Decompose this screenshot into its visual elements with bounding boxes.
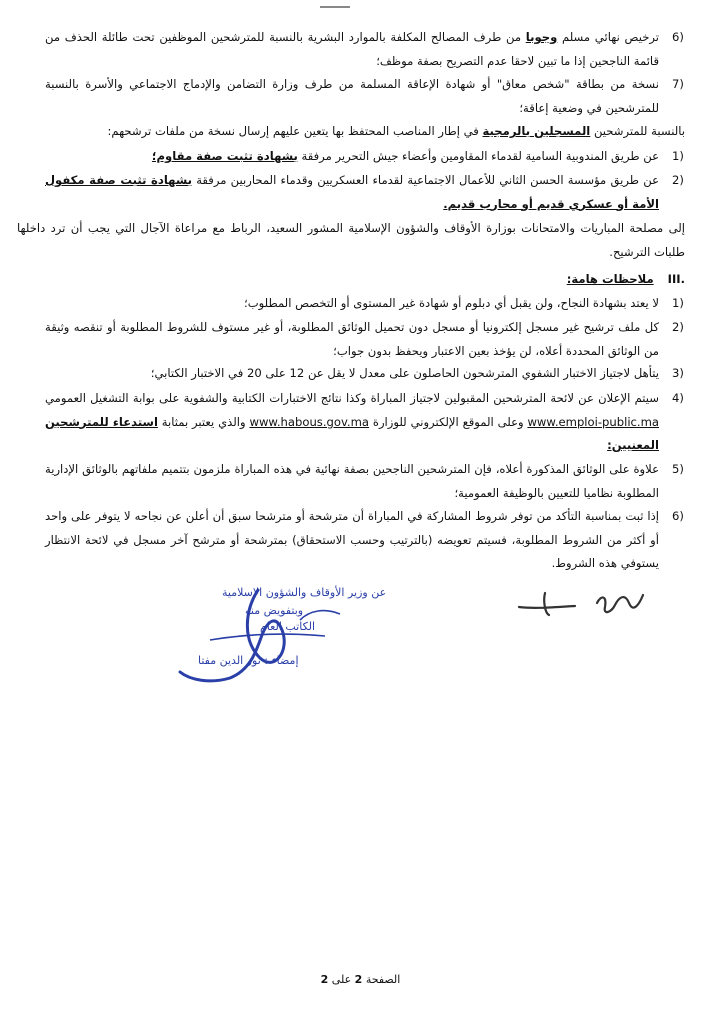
emphasis-summons: استدعاء للمترشحين المعنيين: (45, 414, 659, 452)
item-text: علاوة على الوثائق المذكورة أعلاه، فإن المترشحين الناجحين بصفة نهائية في هذه المباراة ملزمون بتتميم ملفاتهم بالوثائق الإدارية المطلوبة نظاميا للتعيين بالوظيفة العمومية؛ (45, 462, 659, 500)
note-item-4 (45, 387, 685, 458)
item-number: 6) (672, 30, 684, 44)
item-number: 5) (672, 462, 684, 476)
item-text: كل ملف ترشيح غير مسجل إلكترونيا أو مسجل دون تحميل الوثائق المطلوبة، أو غير مستوف للشروط المطلوبة أو تنقصه وثيقة من الوثائق المحددة أعلاه، لن يؤخذ بعين الاعتبار ويحفظ بدون جواب؛ (45, 320, 659, 358)
requirement-item-7 (45, 73, 685, 120)
item-text: سيتم الإعلان عن لائحة المترشحين المقبولين لاجتياز المباراة وكذا نتائج الاختبارات الكتابية والشفوية على بوابة التشغيل العمومي www.emploi-public.ma وعلى الموقع الإلكتروني للوزارة www.habous.gov.ma والذي يعتبر بمثابة استدعاء للمترشحين المعنيين: (45, 391, 659, 452)
item-number: 6) (672, 509, 684, 523)
requirement-item-6 (45, 26, 685, 73)
item-number: 7) (672, 77, 684, 91)
item-number: 2) (672, 173, 684, 187)
stamp-line-3: الكاتب العام (260, 620, 316, 633)
note-item-6 (45, 505, 685, 576)
ministry-address-paragraph: إلى مصلحة المباريات والامتحانات بوزارة الأوقاف والشؤون الإسلامية المشور السعيد، الرباط مع مراعاة الآجال التي يجب أن ترد داخلها طلبات الترشيح. (17, 221, 685, 259)
note-item-5 (45, 458, 685, 505)
emphasis-certificate: بشهادة تثبت صفة مكفول الأمة أو عسكري قديم أو محارب قديم. (45, 173, 659, 211)
item-number: 4) (672, 391, 684, 405)
note-item-2 (45, 316, 685, 363)
channel-item-1 (45, 145, 685, 169)
scan-mark (320, 0, 350, 8)
section-title: ملاحظات هامة: (566, 272, 654, 286)
total-pages: 2 (320, 973, 329, 986)
note-item-3 (45, 362, 685, 386)
emphasis-mandatory: وجوبا (525, 30, 558, 44)
item-text: لا يعتد بشهادة النجاح، ولن يقبل أي دبلوم أو شهادة غير المستوى أو التخصص المطلوب؛ (244, 296, 659, 310)
item-number: 1) (672, 296, 684, 310)
official-stamp (150, 580, 387, 690)
section-heading (385, 268, 685, 292)
item-text: عن طريق مؤسسة الحسن الثاني للأعمال الاجتماعية لقدماء العسكريين وقدماء المحاربين مرفقة بشهادة تثبت صفة مكفول الأمة أو عسكري قديم أو محارب قديم. (45, 173, 660, 211)
stamp-line-1: عن وزير الأوقاف والشؤون الإسلامية (222, 586, 387, 599)
emphasis-registered: المسجلين بالرمجية (482, 124, 591, 138)
stamp-line-2: وبتفويض منه (245, 604, 304, 617)
reserved-posts-preface: بالنسبة للمترشحين المسجلين بالرمجية في إطار المناصب المحتفظ بها يتعين عليهم إرسال نسخة من ملفات ترشحهم: (107, 124, 685, 138)
item-number: 2) (672, 320, 684, 334)
handwritten-signature (515, 585, 655, 644)
section-number: III. (667, 272, 685, 286)
habous-link[interactable]: www.habous.gov.ma (249, 414, 370, 429)
channel-item-2 (45, 169, 685, 216)
note-item-1 (45, 292, 685, 316)
item-text: يتأهل لاجتياز الاختبار الشفوي المترشحون الحاصلون على معدل لا يقل عن 12 على 20 في الاختبار الكتابي؛ (150, 366, 659, 380)
signature-icon (515, 585, 655, 635)
item-text: نسخة من بطاقة "شخص معاق" أو شهادة الإعاقة المسلمة من طرف وزارة التضامن والإدماج الاجتماعي والأسرة بالنسبة للمترشحين في وضعية إعاقة؛ (45, 77, 659, 115)
stamp-line-4: إمضاء : نور الدين مفتا (198, 654, 299, 667)
item-text: عن طريق المندوبية السامية لقدماء المقاومين وأعضاء جيش التحرير مرفقة بشهادة تثبت صفة مقاوم؛ (151, 149, 659, 163)
emphasis-certificate: بشهادة تثبت صفة مقاوم؛ (151, 149, 298, 163)
page-footer: الصفحة 2 على 2 (320, 973, 401, 986)
item-text: إذا ثبت بمناسبة التأكد من توفر شروط المشاركة في المباراة أن مترشحة أو مترشحا سبق أن أعلن عن نجاحه لا يتوفر على واحد أو أكثر من الشروط المطلوبة، فسيتم تعويضه (بالترتيب وحسب الاستحقاق) بمترشحة أو مترشح آخر مسجل في لائحة الانتظار يستوفي هذه الشروط. (45, 509, 659, 570)
item-number: 1) (672, 149, 684, 163)
item-number: 3) (672, 366, 684, 380)
emploi-public-link[interactable]: www.emploi-public.ma (527, 414, 659, 429)
item-text: ترخيص نهائي مسلم وجوبا من طرف المصالح المكلفة بالموارد البشرية بالنسبة للمترشحين الموظفين تحت طائلة الحذف من قائمة الناجحين إذا ما تبين لاحقا عدم التصريح بصفة موظف؛ (45, 30, 659, 68)
current-page: 2 (354, 973, 363, 986)
